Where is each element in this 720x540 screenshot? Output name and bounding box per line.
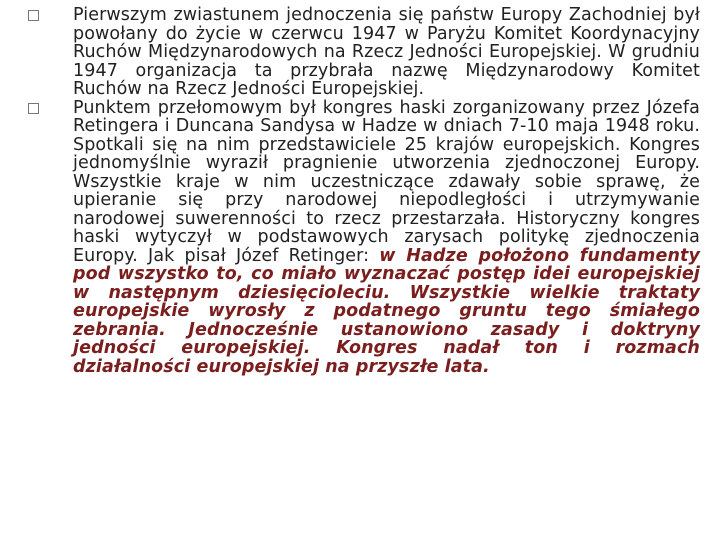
retinger-quote: w Hadze położono fundamenty pod wszystko to, co miało wyznaczać postęp idei europejskiej w następnym dziesięcioleciu. Wszystkie wielkie traktaty europejskie wyrosły z podatnego gruntu tego śmiałego zebrania. Jednocześnie ustanowiono zasady i doktryny jedności europejskiej. Kongres nadał ton i rozmach działalności europejskiej na przyszłe lata. [73, 245, 700, 377]
checkbox-icon [28, 10, 39, 21]
bullet-text-2: Punktem przełomowym był kongres haski zorganizowany przez Józefa Retingera i Duncana Sandysa w Hadze w dniach 7-10 maja 1948 roku. Spotkali się na nim przedstawiciele 25 krajów europejskich. Kongres jednomyślnie wyraził pragnienie utworzenia zjednoczonej Europy. Wszystkie kraje w nim uczestniczące zdawały sobie sprawę, że upieranie się przy narodowej niepodległości i utrzymywanie narodowej suwerenności to rzecz przestarzała. Historyczny kongres haski wytyczył w podstawowych zarysach politykę zjednoczenia Europy. Jak pisał Józef Retinger: [73, 97, 700, 266]
bullet-item-1 [28, 6, 700, 99]
bullet-item-2 [28, 99, 700, 377]
bullet-list [28, 6, 700, 376]
bullet-text-1: Pierwszym zwiastunem jednoczenia się państw Europy Zachodniej był powołany do życie w czerwcu 1947 w Paryżu Komitet Koordynacyjny Ruchów Międzynarodowych na Rzecz Jedności Europejskiej. W grudniu 1947 organizacja ta przybrała nazwę Międzynarodowy Komitet Ruchów na Rzecz Jedności Europejskiej. [73, 5, 700, 99]
checkbox-icon [28, 103, 39, 114]
